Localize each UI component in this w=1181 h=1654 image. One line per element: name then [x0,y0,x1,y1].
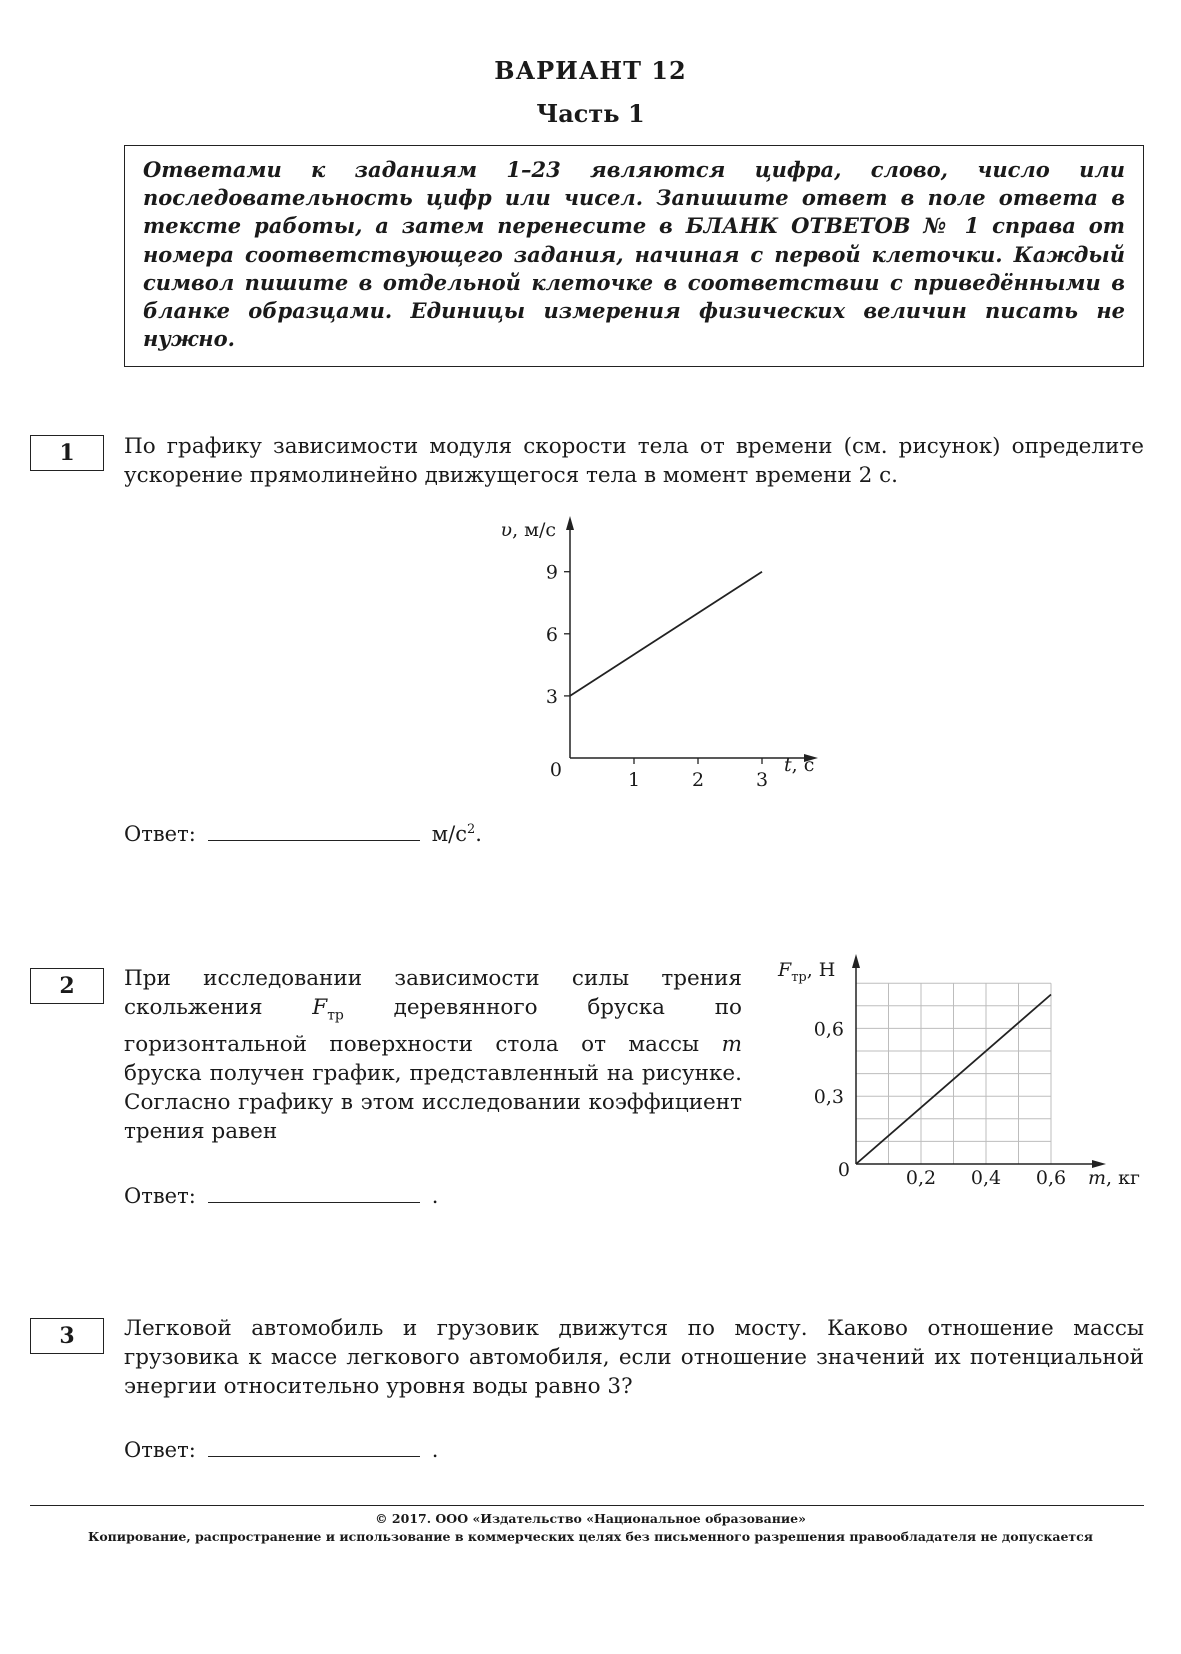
x-tick-label: 2 [691,769,705,791]
y-tick-label: 9 [545,561,558,584]
velocity-time-chart [460,508,840,798]
question-number-1: 1 [30,435,104,471]
origin-label: 0 [549,759,562,781]
answer-label: Ответ: [124,1438,196,1462]
answer-unit: $м/с^2$. [431,822,482,846]
x-axis-label: m, кг [1088,1167,1140,1189]
answer-row-2 [124,1184,438,1208]
answer-field-2[interactable] [208,1184,420,1203]
y-tick-label: 0,6 [813,1018,844,1041]
answer-end: . [431,1438,439,1462]
question-2-text: При исследовании зависимости силы трения скольжения $F_{тр}$ деревянного бруска по горизонтальной поверхности стола от массы m бруска получен график, представленный на рисунке. Согласно графику в этом исследовании коэффициент трения равен [124,966,742,1145]
instructions-text: Ответами к заданиям 1–23 являются цифра, слово, число или последовательность цифр или чисел. Запишите ответ в поле ответа в тексте работы, а затем перенесите в БЛАНК ОТВЕТОВ № 1 справа от номера соответствующего задания, начиная с первой клеточки. Каждый символ пишите в отдельной клеточке в соответствии с приведёнными в бланке образцами. Единицы измерения физических величин писать не нужно. [143,157,1125,352]
y-tick-label: 6 [545,623,558,646]
footer-divider [30,1505,1144,1506]
x-tick-label: 1 [627,769,641,791]
answer-row-1 [124,822,482,846]
answer-row-3 [124,1438,438,1462]
y-tick-label: 3 [545,685,558,708]
x-tick-label: 0,2 [905,1167,937,1189]
x-tick-label: 0,4 [970,1167,1002,1189]
friction-mass-chart [770,946,1150,1194]
variant-title: ВАРИАНТ 12 [494,56,687,85]
y-axis-label: $F_{тр}$, Н [778,959,836,985]
velocity-line [570,572,762,696]
y-tick-label: 0,3 [813,1086,844,1109]
question-3-text: Легковой автомобиль и грузовик движутся по мосту. Каково отношение массы грузовика к массе легкового автомобиля, если отношение значений их потенциальной энергии относительно уровня воды равно 3? [124,1316,1144,1399]
answer-field-3[interactable] [208,1438,420,1457]
origin-label: 0 [837,1159,850,1181]
chart-grid [856,983,1051,1164]
question-number-2: 2 [30,968,104,1004]
answer-field-1[interactable] [208,822,420,841]
question-1-text: По графику зависимости модуля скорости тела от времени (см. рисунок) определите ускорение прямолинейно движущегося тела в момент времени 2 с. [124,434,1144,488]
footer-copyright: © 2017. ООО «Издательство «Национальное образование» [375,1511,806,1526]
footer-notice: Копирование, распространение и использование в коммерческих целях без письменного разрешения правообладателя не допускается [87,1529,1094,1544]
y-axis-arrow [566,516,574,530]
answer-label: Ответ: [124,1184,196,1208]
instructions-box [124,145,1144,367]
answer-end: . [431,1184,439,1208]
question-number-3: 3 [30,1318,104,1354]
answer-label: Ответ: [124,822,196,846]
y-axis-arrow [852,954,860,968]
y-axis-label: υ, м/с [500,519,556,541]
part-title: Часть 1 [536,99,645,128]
x-tick-label: 0,6 [1035,1167,1067,1189]
x-tick-label: 3 [755,769,769,791]
x-axis-label: t, с [784,754,815,776]
